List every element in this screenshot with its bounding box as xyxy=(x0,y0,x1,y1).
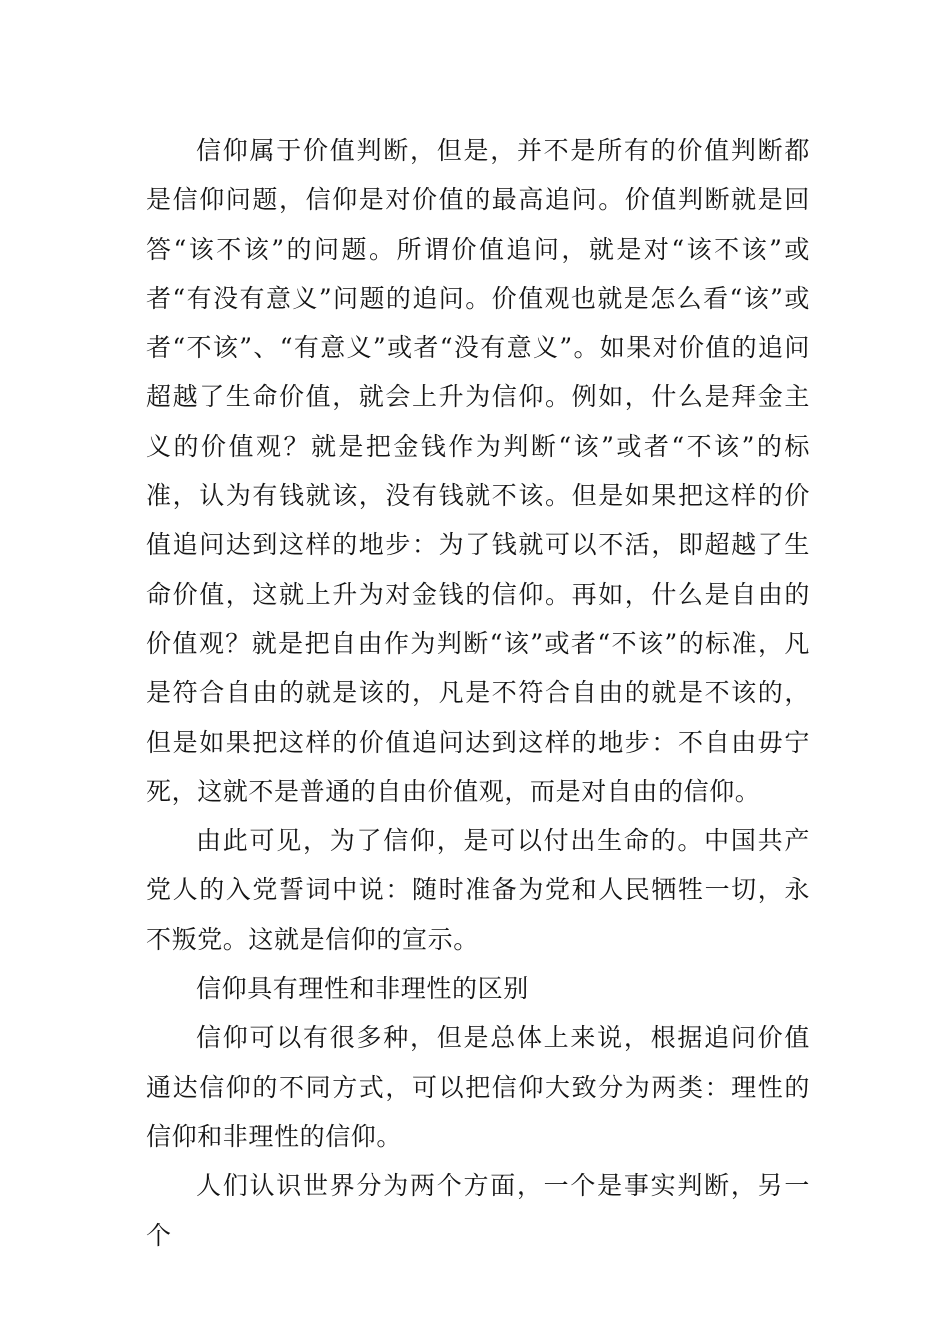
paragraph-two-kinds: 信仰可以有很多种，但是总体上来说，根据追问价值通达信仰的不同方式，可以把信仰大致分为两类：理性的信仰和非理性的信仰。 xyxy=(146,1023,810,1151)
paragraph-sacrifice: 由此可见，为了信仰，是可以付出生命的。中国共产党人的入党誓词中说：随时准备为党和人民牺牲一切，永不叛党。这就是信仰的宣示。 xyxy=(146,826,810,954)
paragraph-fact-judgment: 人们认识世界分为两个方面，一个是事实判断，另一个 xyxy=(146,1171,810,1250)
section-heading: 信仰具有理性和非理性的区别 xyxy=(196,974,529,1004)
paragraph-value-judgment: 信仰属于价值判断，但是，并不是所有的价值判断都是信仰问题，信仰是对价值的最高追问。价值判断就是回答“该不该”的问题。所谓价值追问，就是对“该不该”或者“有没有意义”问题的追问。价值观也就是怎么看“该”或者“不该”、“有意义”或者“没有意义”。如果对价值的追问超越了生命价值，就会上升为信仰。例如，什么是拜金主义的价值观？就是把金钱作为判断“该”或者“不该”的标准，认为有钱就该，没有钱就不该。但是如果把这样的价值追问达到这样的地步：为了钱就可以不活，即超越了生命价值，这就上升为对金钱的信仰。再如，什么是自由的价值观？就是把自由作为判断“该”或者“不该”的标准，凡是符合自由的就是该的，凡是不符合自由的就是不该的，但是如果把这样的价值追问达到这样的地步：不自由毋宁死，这就不是普通的自由价值观，而是对自由的信仰。 xyxy=(146,136,810,806)
body-text xyxy=(146,126,810,1260)
